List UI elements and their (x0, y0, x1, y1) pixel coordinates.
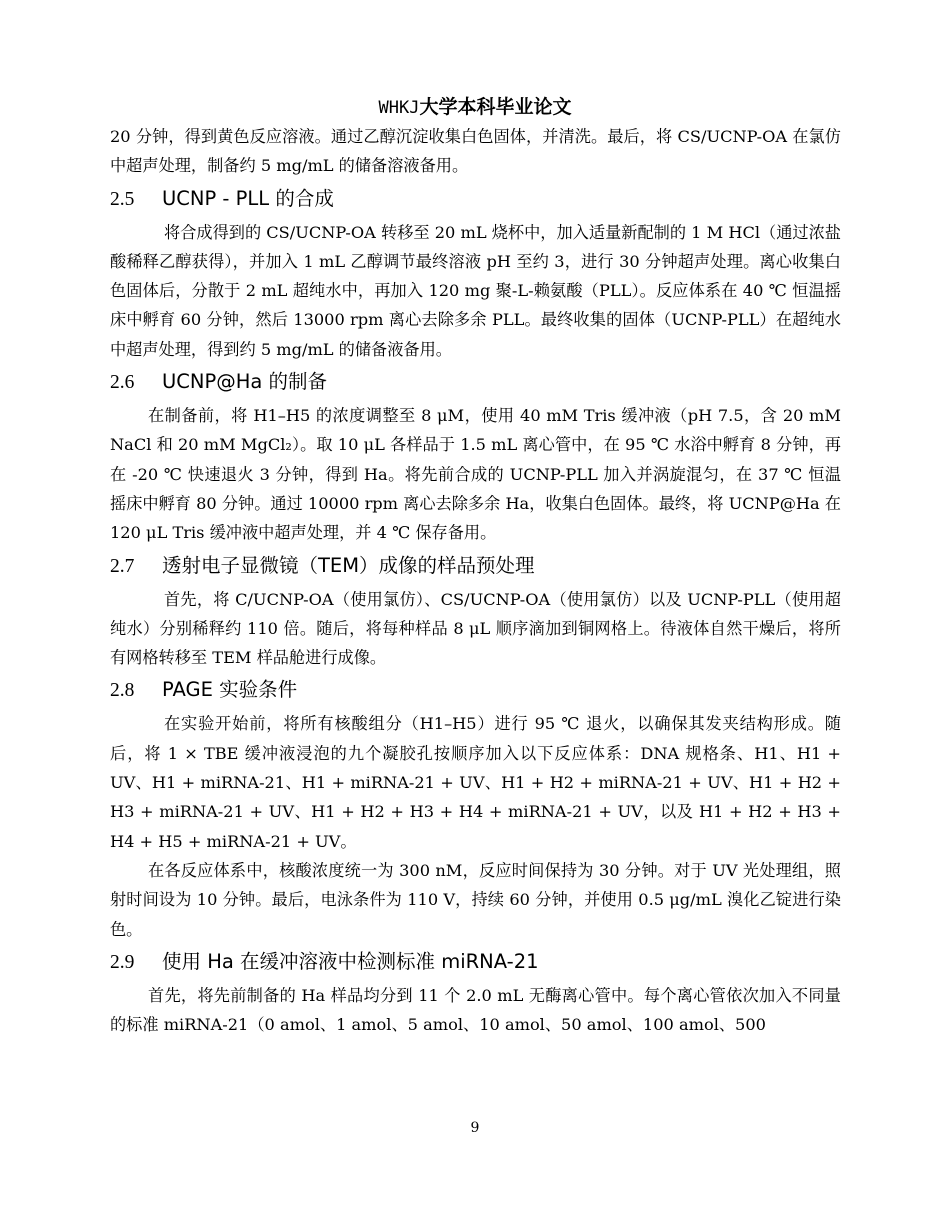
paragraph: 20 分钟，得到黄色反应溶液。通过乙醇沉淀收集白色固体，并清洗。最后，将 CS/UCNP-OA 在氯仿中超声处理，制备约 5 mg/mL 的储备溶液备用。 (110, 127, 841, 176)
section-number: 2.5 (110, 188, 135, 210)
section-heading-2-5 (110, 181, 841, 218)
header-latin: WHKJ (378, 98, 420, 118)
page-header (0, 92, 950, 119)
section-heading-2-6 (110, 364, 841, 401)
section-heading-2-9 (110, 944, 841, 981)
paragraph: 在制备前，将 H1–H5 的浓度调整至 8 μM，使用 40 mM Tris 缓冲液（pH 7.5，含 20 mM NaCl 和 20 mM MgCl₂）。取 10 μL 各样品于 1.5 mL 离心管中，在 95 ℃ 水浴中孵育 8 分钟，再在 -20 ℃ 快速退火 3 分钟，得到 Ha。将先前合成的 UCNP-PLL 加入并涡旋混匀，在 37 ℃ 恒温摇床中孵育 80 分钟。通过 10000 rpm 离心去除多余 Ha，收集白色固体。最终，将 UCNP@Ha 在 120 μL Tris 缓冲液中超声处理，并 4 ℃ 保存备用。 (110, 406, 841, 543)
paragraph: 首先，将先前制备的 Ha 样品均分到 11 个 2.0 mL 无酶离心管中。每个离心管依次加入不同量的标准 miRNA-21（0 amol、1 amol、5 amol、10 amol、50 amol、100 amol、500 (110, 985, 841, 1035)
section-title: UCNP@Ha 的制备 (162, 370, 328, 394)
section-number: 2.7 (110, 555, 135, 577)
paragraph: 在各反应体系中，核酸浓度统一为 300 nM，反应时间保持为 30 分钟。对于 UV 光处理组，照射时间设为 10 分钟。最后，电泳条件为 110 V，持续 60 分钟，并使用 0.5 μg/mL 溴化乙锭进行染色。 (110, 860, 841, 939)
section-number: 2.9 (110, 951, 135, 973)
header-title: 大学本科毕业论文 (419, 96, 572, 118)
section-title: 使用 Ha 在缓冲溶液中检测标准 miRNA-21 (162, 949, 539, 973)
section-number: 2.6 (110, 372, 135, 394)
paragraph: 将合成得到的 CS/UCNP-OA 转移至 20 mL 烧杯中，加入适量新配制的 1 M HCl（通过浓盐酸稀释乙醇获得），并加入 1 mL 乙醇调节最终溶液 pH 至约 3，进行 30 分钟超声处理。离心收集白色固体后，分散于 2 mL 超纯水中，再加入 120 mg 聚-L-赖氨酸（PLL）。反应体系在 40 ℃ 恒温摇床中孵育 60 分钟，然后 13000 rpm 离心去除多余 PLL。最终收集的固体（UCNP-PLL）在超纯水中超声处理，得到约 5 mg/mL 的储备液备用。 (110, 222, 841, 359)
section-number: 2.8 (110, 680, 135, 702)
section-title: 透射电子显微镜（TEM）成像的样品预处理 (162, 553, 535, 577)
paragraph: 首先，将 C/UCNP-OA（使用氯仿）、CS/UCNP-OA（使用氯仿）以及 UCNP-PLL（使用超纯水）分别稀释约 110 倍。随后，将每种样品 8 μL 顺序滴加到铜网格上。待液体自然干燥后，将所有网格转移至 TEM 样品舱进行成像。 (110, 589, 841, 668)
page-number: 9 (470, 1120, 480, 1136)
section-heading-2-8 (110, 672, 841, 709)
section-heading-2-7 (110, 548, 841, 585)
section-title: PAGE 实验条件 (162, 678, 298, 702)
paragraph: 在实验开始前，将所有核酸组分（H1–H5）进行 95 ℃ 退火，以确保其发夹结构形成。随后，将 1 × TBE 缓冲液浸泡的九个凝胶孔按顺序加入以下反应体系：DNA 规格条、H1、H1 + UV、H1 + miRNA-21、H1 + miRNA-21 + UV、H1 + H2 + miRNA-21 + UV、H1 + H2 + H3 + miRNA-21 + UV、H1 + H2 + H3 + H4 + miRNA-21 + UV，以及 H1 + H2 + H3 + H4 + H5 + miRNA-21 + UV。 (110, 714, 841, 851)
section-title: UCNP - PLL 的合成 (162, 186, 334, 210)
page-content (110, 122, 841, 1039)
